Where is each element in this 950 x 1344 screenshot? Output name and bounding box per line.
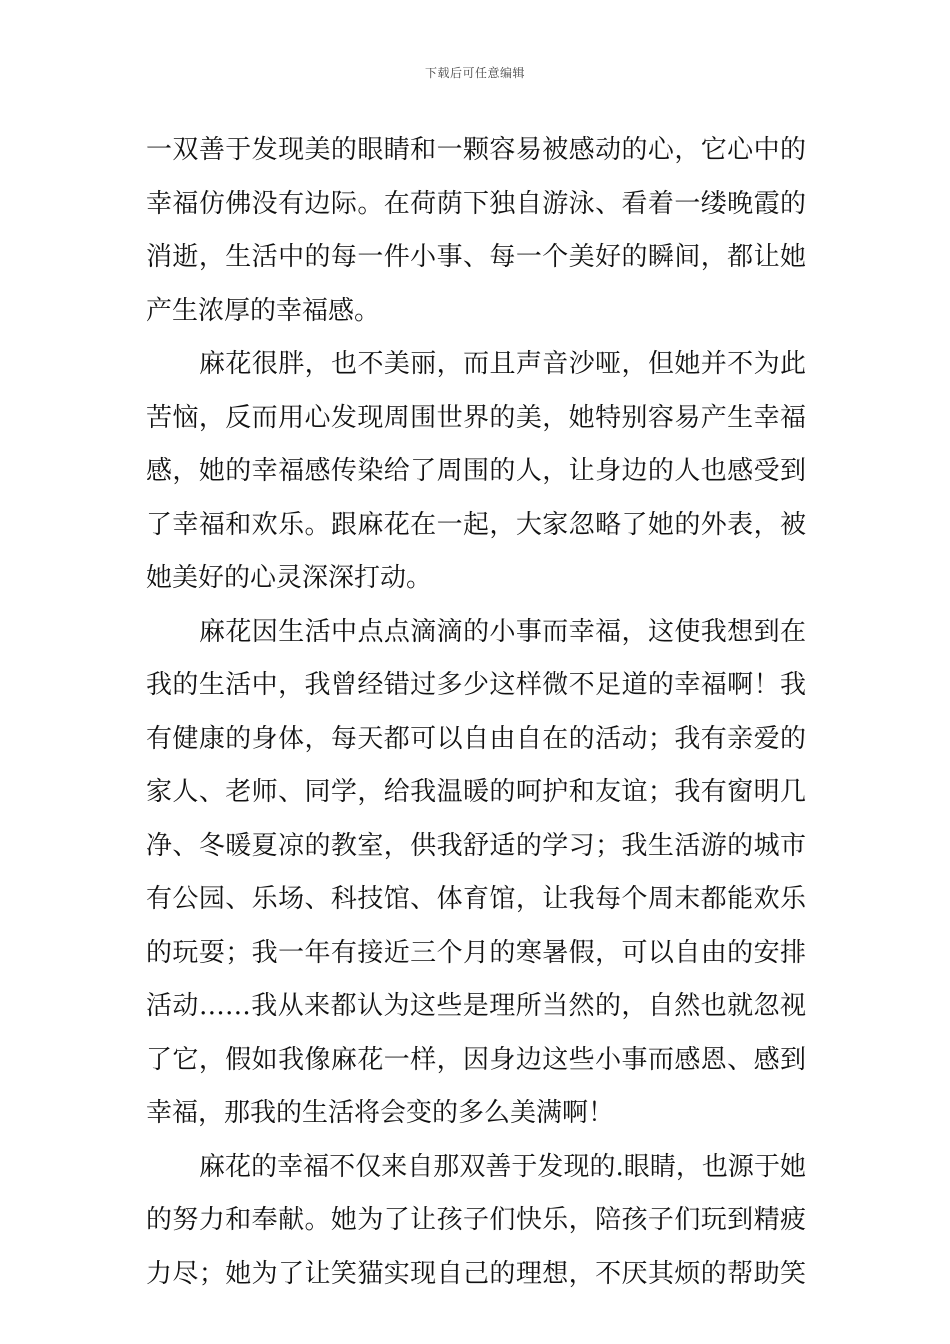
text-line: 幸福，那我的生活将会变的多么美满啊！ bbox=[146, 1098, 615, 1128]
paragraph-first-line: 麻花的幸福不仅来自那双善于发现的.眼睛，也源于她 bbox=[199, 1151, 806, 1182]
text-line: 苦恼，反而用心发现周围世界的美，她特别容易产生幸福 bbox=[146, 402, 806, 433]
header-note: 下载后可任意编辑 bbox=[424, 66, 525, 80]
text-line: 活动……我从来都认为这些是理所当然的，自然也就忽视 bbox=[146, 991, 806, 1021]
text-line: 感，她的幸福感传染给了周围的人，让身边的人也感受到 bbox=[146, 456, 806, 486]
text-line: 她美好的心灵深深打动。 bbox=[146, 563, 433, 593]
text-line: 了它，假如我像麻花一样，因身边这些小事而感恩、感到 bbox=[146, 1044, 806, 1075]
text-line: 的玩耍；我一年有接近三个月的寒暑假，可以自由的安排 bbox=[146, 937, 806, 968]
text-line: 净、冬暖夏凉的教室，供我舒适的学习；我生活游的城市 bbox=[146, 830, 806, 861]
text-line: 产生浓厚的幸福感。 bbox=[146, 295, 381, 326]
text-line: 的努力和奉献。她为了让孩子们快乐，陪孩子们玩到精疲 bbox=[146, 1205, 806, 1235]
text-line: 消逝，生活中的每一件小事、每一个美好的瞬间，都让她 bbox=[146, 242, 806, 272]
text-line: 力尽；她为了让笑猫实现自己的理想，不厌其烦的帮助笑 bbox=[146, 1258, 806, 1289]
text-line: 了幸福和欢乐。跟麻花在一起，大家忽略了她的外表，被 bbox=[146, 509, 806, 540]
text-line: 一双善于发现美的眼睛和一颗容易被感动的心，它心中的 bbox=[146, 135, 806, 165]
text-line: 幸福仿佛没有边际。在荷荫下独自游泳、看着一缕晚霞的 bbox=[146, 188, 806, 219]
text-line: 我的生活中，我曾经错过多少这样微不足道的幸福啊！我 bbox=[146, 670, 806, 700]
body-text bbox=[146, 124, 806, 1301]
text-line: 有健康的身体，每天都可以自由自在的活动；我有亲爱的 bbox=[146, 723, 806, 754]
paragraph-first-line: 麻花很胖，也不美丽，而且声音沙哑，但她并不为此 bbox=[199, 349, 806, 379]
paragraph-first-line: 麻花因生活中点点滴滴的小事而幸福，这使我想到在 bbox=[199, 616, 806, 647]
text-line: 家人、老师、同学，给我温暖的呵护和友谊；我有窗明几 bbox=[146, 777, 806, 807]
text-line: 有公园、乐场、科技馆、体育馆，让我每个周末都能欢乐 bbox=[146, 884, 806, 914]
